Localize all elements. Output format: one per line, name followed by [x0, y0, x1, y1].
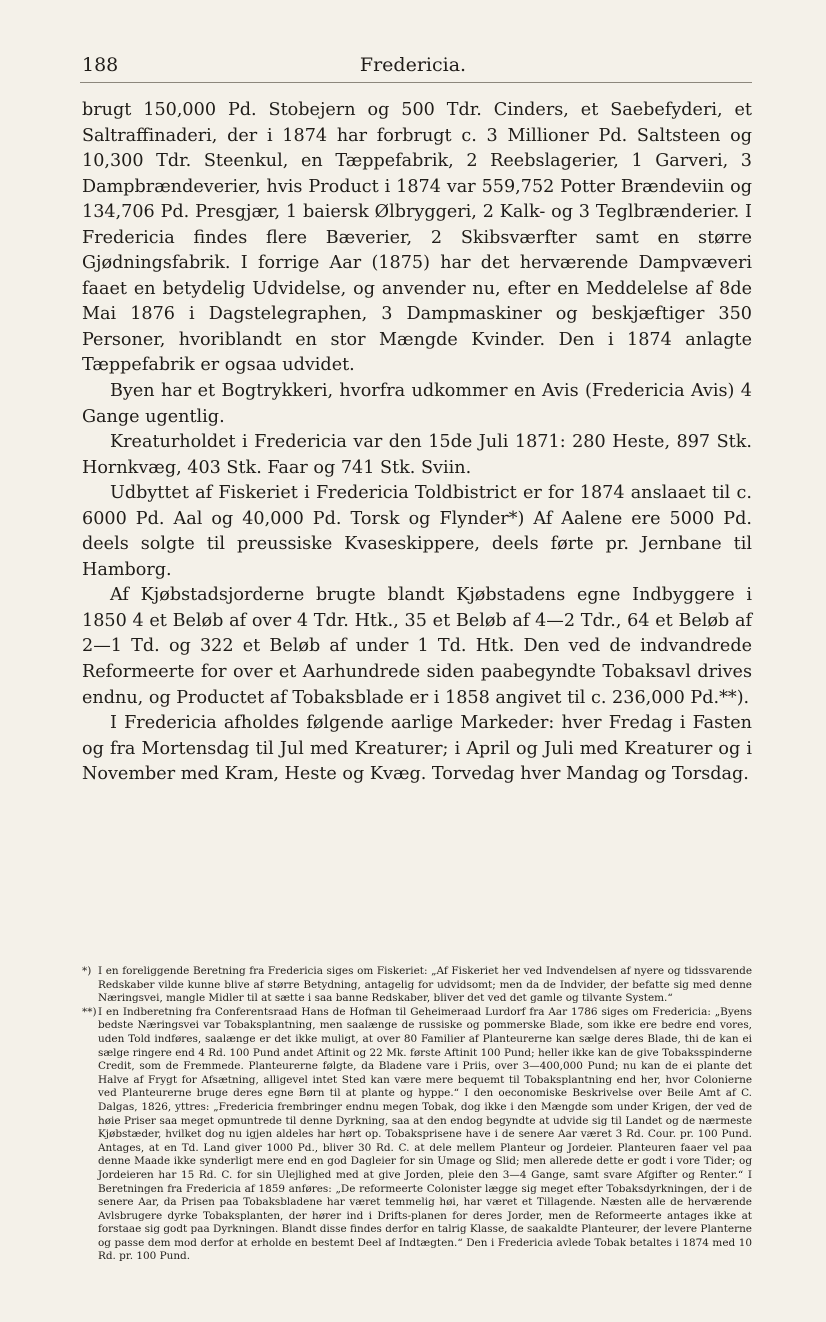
- paragraph-markets: I Fredericia afholdes følgende aarlige Markeder: hver Fredag i Fasten og fra Mortensdag til Jul med Kreaturer; i April og Juli med Kreaturer og i November med Kram, Heste og Kvæg. Torvedag hver Mandag og Torsdag.: [82, 713, 752, 785]
- footnote-text: I en foreliggende Beretning fra Fredericia siges om Fiskeriet: „Af Fiskeriet her ved Indvendelsen af nyere og tidssvarende Redskaber vilde kunne blive af større Betydning, antagelig for udvidsomt; men da de Indvider, der befatte sig med denne Næringsvei, mangle Midler til at sætte i saa banne Redskaber, bliver det ved det gamle og tilvante System.“: [98, 965, 752, 1005]
- paragraph-land-tobacco: Af Kjøbstadsjorderne brugte blandt Kjøbstadens egne Indbyggere i 1850 4 et Beløb af over 4 Tdr. Htk., 35 et Beløb af 4—2 Tdr., 64 et Beløb af 2—1 Td. og 322 et Beløb af under 1 Td. Htk. Den ved de indvandrede Reformeerte for over et Aarhundrede siden paabegyndte Tobaksavl drives endnu, og Productet af Tobaksblade er i 1858 angivet til c. 236,000 Pd.**).: [82, 585, 752, 708]
- footnotes: [82, 965, 752, 1264]
- paragraph-livestock: Kreaturholdet i Fredericia var den 15de Juli 1871: 280 Heste, 897 Stk. Hornkvæg, 403 Stk. Faar og 741 Stk. Sviin.: [82, 432, 752, 478]
- paragraph-fishery: Udbyttet af Fiskeriet i Fredericia Toldbistrict er for 1874 anslaaet til c. 6000 Pd. Aal og 40,000 Pd. Torsk og Flynder*) Af Aalene ere 5000 Pd. deels solgte til preussiske Kvaseskippere, deels førte pr. Jernbane til Hamborg.: [82, 483, 752, 580]
- body-text: [82, 98, 752, 788]
- paragraph-industry: brugt 150,000 Pd. Stobejern og 500 Tdr. Cinders, et Saebefyderi, et Saltraffinaderi, der i 1874 har forbrugt c. 3 Millioner Pd. Saltsteen og 10,300 Tdr. Steenkul, en Tæppefabrik, 2 Reebslagerier, 1 Garveri, 3 Dampbrændeverier, hvis Product i 1874 var 559,752 Potter Brændeviin og 134,706 Pd. Presgjær, 1 baiersk Ølbryggeri, 2 Kalk- og 3 Teglbrænderier. I Fredericia findes flere Bæverier, 2 Skibsværfter samt en større Gjødningsfabrik. I forrige Aar (1875) har det herværende Dampvæveri faaet en betydelig Udvidelse, og anvender nu, efter en Meddelelse af 8de Mai 1876 i Dagstelegraphen, 3 Dampmaskiner og beskjæftiger 350 Personer, hvoriblandt en stor Mængde Kvinder. Den i 1874 anlagte Tæppefabrik er ogsaa udvidet.: [82, 100, 752, 376]
- paragraph-printing: Byen har et Bogtrykkeri, hvorfra udkommer en Avis (Fredericia Avis) 4 Gange ugentlig.: [82, 381, 752, 427]
- page-number: 188: [82, 54, 119, 76]
- footnote-marker: **): [82, 1005, 97, 1018]
- footnote-marker: *): [82, 965, 92, 977]
- footnote: [82, 965, 752, 1006]
- header-rule: [80, 82, 752, 83]
- running-head: Fredericia.: [359, 54, 467, 76]
- footnote: [82, 1005, 752, 1264]
- footnote-text: I en Indberetning fra Conferentsraad Hans de Hofman til Geheimeraad Lurdorf fra Aar 1786 siges om Fredericia: „Byens bedste Næringsvei var Tobaksplantning, men saalænge de russiske og pommerske Blade, som ikke ere bedre end vores, uden Told indføres, saalænge er det ikke muligt, at over 80 Familier af Planteurerne kan sælge deres Blade, thi de kan ei sælge ringere end 4 Rd. 100 Pund andet Aftinit og 22 Mk. første Aftinit 100 Pund; heller ikke kan de give Tobaksspinderne Credit, som de Fremmede. Planteurerne følgte, da Bladene vare i Priis, over 3—400,000 Pund; nu kan de ei plante det Halve af Frygt for Afsætning, alligevel intet Sted kan være mere bequemt til Tobaksplantning end her, hvor Colonierne ved Planteurerne bruge deres egne Børn til at plante og hyppe.“ I den oeconomiske Beskrivelse over Beile Amt af C. Dalgas, 1826, yttres: „Fredericia frembringer endnu megen Tobak, dog ikke i den Mængde som under Krigen, der ved de høie Priser saa meget opmuntrede til denne Dyrkning, saa at den endog begyndte at udvide sig til Landet og de nærmeste Kjøbstæder, hvilket dog nu igjen aldeles har hørt op. Tobaksprisene have i de senere Aar været 3 Rd. Cour. pr. 100 Pund. Antages, at en Td. Land giver 1000 Pd., bliver 30 Rd. C. at dele mellem Planteur og Jordeier. Planteuren faaer vel paa denne Maade ikke synderligt mere end en god Dagleier for sin Umage og Slid; men allerede dette er godt i vore Tider; og Jordeieren har 15 Rd. C. for sin Ulejlighed med at give Jorden, pleie den 3—4 Gange, samt svare Afgifter og Renter.“ I Beretningen fra Fredericia af 1859 anføres: „De reformeerte Colonister lægge sig meget efter Tobaksdyrkningen, der i de senere Aar, da Prisen paa Tobaksbladene har været temmelig høi, har været et Tillagende. Næsten alle de herværende Avlsbrugere dyrke Tobaksplanten, der hører ind i Drifts-planen for deres Jorder, men de Reformeerte antages ikke at forstaae sig godt paa Dyrkningen. Blandt disse findes derfor en talrig Klasse, de saakaldte Planteurer, der levere Planterne og passe dem mod derfor at erholde en bestemt Deel af Indtægten.“ Den i Fredericia avlede Tobak betaltes i 1874 med 10 Rd. pr. 100 Pund.: [98, 1005, 752, 1263]
